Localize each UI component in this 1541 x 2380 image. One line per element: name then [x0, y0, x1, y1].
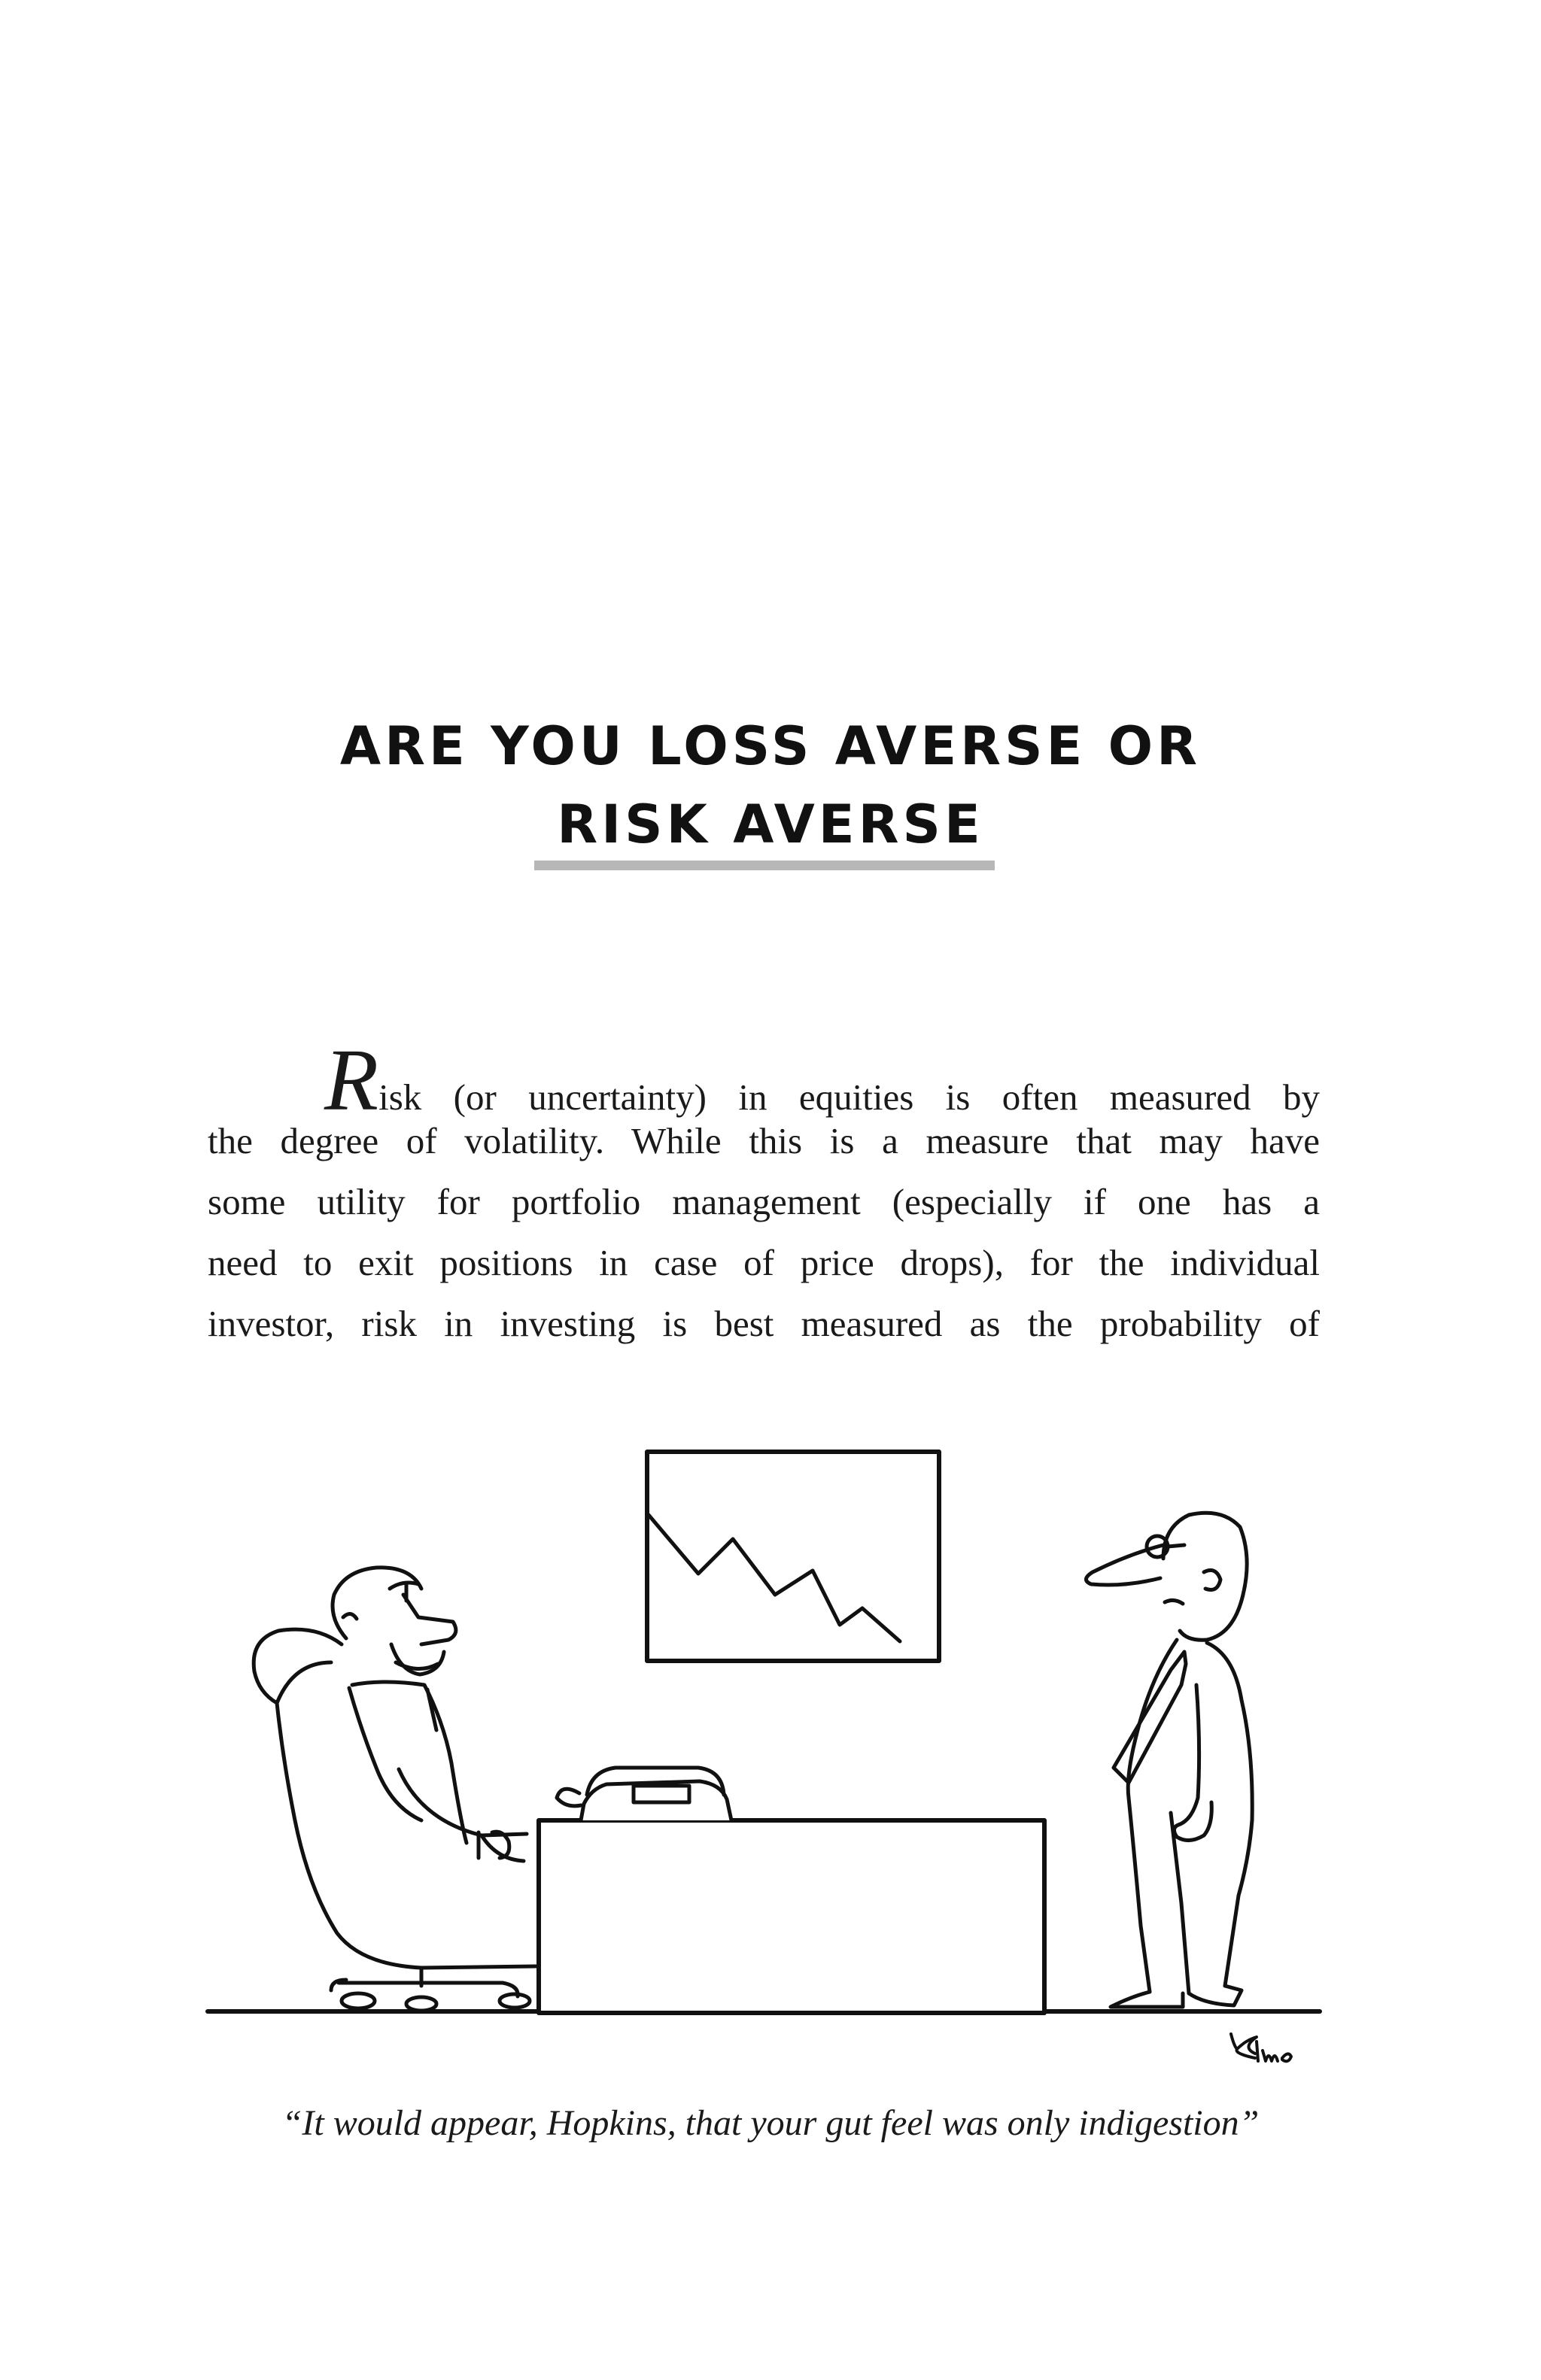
wall-chart-picture: [647, 1452, 939, 1661]
artist-signature: [1231, 2034, 1291, 2061]
standing-hopkins-figure: [1086, 1513, 1252, 2007]
drop-cap-letter: R: [324, 1031, 379, 1129]
seated-boss-figure: [333, 1568, 527, 1861]
office-cartoon-illustration: [203, 1443, 1324, 2090]
body-line-1-text: isk (or uncertainty) in equities is often measured by: [378, 1076, 1320, 1118]
telephone: [557, 1768, 731, 1820]
body-line-2: the degree of volatility. While this is a measure that may have: [208, 1120, 1320, 1161]
title-underline-rule: [534, 861, 995, 870]
chapter-title-line-2: RISK AVERSE: [557, 794, 984, 855]
desk: [539, 1820, 1044, 2013]
chapter-title-line-1: ARE YOU LOSS AVERSE OR: [339, 715, 1202, 777]
body-line-3: some utility for portfolio management (especially if one has a: [208, 1181, 1320, 1222]
body-line-1: [208, 1031, 1320, 1129]
body-paragraph: [208, 1031, 1320, 1354]
armchair: [254, 1629, 536, 2011]
body-line-5: investor, risk in investing is best measured as the probability of: [208, 1303, 1320, 1344]
cartoon-caption: “It would appear, Hopkins, that your gut feel was only indigestion”: [281, 2103, 1260, 2143]
body-line-4: need to exit positions in case of price drops), for the individual: [208, 1242, 1320, 1283]
chapter-title: [0, 707, 1541, 864]
